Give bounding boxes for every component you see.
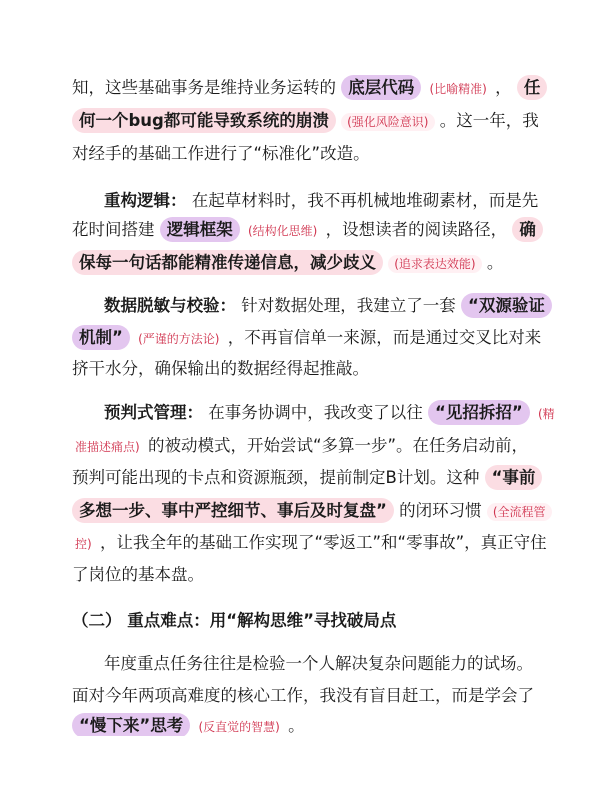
text: 在事务协调中，我改变了以往 <box>208 403 423 422</box>
paragraph-line <box>72 70 541 106</box>
text: 针对数据处理，我建立了一套 <box>241 296 456 315</box>
subheading: 数据脱敏与校验： <box>104 296 236 315</box>
text: 了岗位的基本盘。 <box>72 565 204 584</box>
annotation-note: (全流程管 <box>487 503 552 521</box>
highlight-purple: “见招拆招” <box>428 400 530 425</box>
highlight-purple: 底层代码 <box>341 75 421 100</box>
annotation-note: (严谨的方法论) <box>138 332 220 346</box>
highlight-pink: 保每一句话都能精准传递信息，减少歧义 <box>72 250 383 275</box>
subheading: 预判式管理： <box>104 403 203 422</box>
text: 在起草材料时，我不再机械地堆砌素材，而是先 <box>191 191 539 210</box>
paragraph-line <box>72 245 528 281</box>
annotation-note: (反直觉的智慧) <box>198 720 280 734</box>
text: 的被动模式，开始尝试“多算一步”。在任务启动前， <box>147 436 529 455</box>
text: ，设想读者的阅读路径， <box>325 220 508 239</box>
annotation-note: (比喻精准) <box>429 82 487 96</box>
paragraph-line <box>72 460 536 496</box>
paragraph-line <box>72 557 528 593</box>
annotation-note: (结构化思维) <box>248 224 318 238</box>
paragraph-line <box>72 212 536 248</box>
paragraph-line <box>72 708 528 736</box>
paragraph-line <box>72 136 528 172</box>
paragraph-line <box>72 525 547 561</box>
text: 。这一年，我 <box>439 111 539 130</box>
paragraph-line <box>72 646 533 682</box>
text: 。 <box>288 716 305 735</box>
text: 。 <box>486 253 504 272</box>
subheading: 重构逻辑： <box>104 191 187 210</box>
highlight-purple: 机制” <box>72 325 130 350</box>
annotation-note: (追求表达效能) <box>388 255 481 273</box>
text: 年度重点任务往往是检验一个人解决复杂问题能力的试场。 <box>104 654 533 673</box>
text: 知，这些基础事务是维持业务运转的 <box>72 78 336 97</box>
text: ， <box>495 78 512 97</box>
highlight-purple: “慢下来”思考 <box>72 713 190 736</box>
text: 花时间搭建 <box>72 220 155 239</box>
paragraph-line <box>72 493 546 529</box>
paragraph-line <box>72 428 528 464</box>
annotation-note: 准描述痛点) <box>75 440 140 454</box>
paragraph-line <box>72 351 528 387</box>
annotation-note: 控) <box>75 537 92 551</box>
text: ，不再盲信单一来源，而是通过交叉比对来 <box>227 328 542 347</box>
paragraph-line <box>72 395 555 431</box>
highlight-pink: “事前 <box>485 465 543 490</box>
annotation-note: (强化风险意识) <box>341 113 434 131</box>
highlight-purple: 逻辑框架 <box>160 217 240 242</box>
section-title: （二） 重点难点：用“解构思维”寻找破局点 <box>72 611 397 630</box>
highlight-pink: 何一个bug都可能导致系统的崩溃 <box>72 108 336 133</box>
text: 的闭环习惯 <box>399 501 482 520</box>
highlight-pink: 确 <box>512 217 543 242</box>
text: 挤干水分，确保输出的数据经得起推敲。 <box>72 359 369 378</box>
highlight-pink: 任 <box>517 75 548 100</box>
paragraph-line <box>72 288 545 324</box>
text: 面对今年两项高难度的核心工作，我没有盲目赶工，而是学会了 <box>72 686 534 705</box>
text: 对经手的基础工作进行了“标准化”改造。 <box>72 144 370 163</box>
section-heading <box>72 603 528 639</box>
highlight-pink: 多想一步、事中严控细节、事后及时复盘” <box>72 498 394 523</box>
paragraph-line <box>72 103 539 139</box>
highlight-purple: “双源验证 <box>461 293 552 318</box>
annotation-note: (精 <box>537 407 555 421</box>
text: ，让我全年的基础工作实现了“零返工”和“零事故”，真正守住 <box>99 533 547 552</box>
text: 预判可能出现的卡点和资源瓶颈，提前制定B计划。这种 <box>72 468 480 487</box>
